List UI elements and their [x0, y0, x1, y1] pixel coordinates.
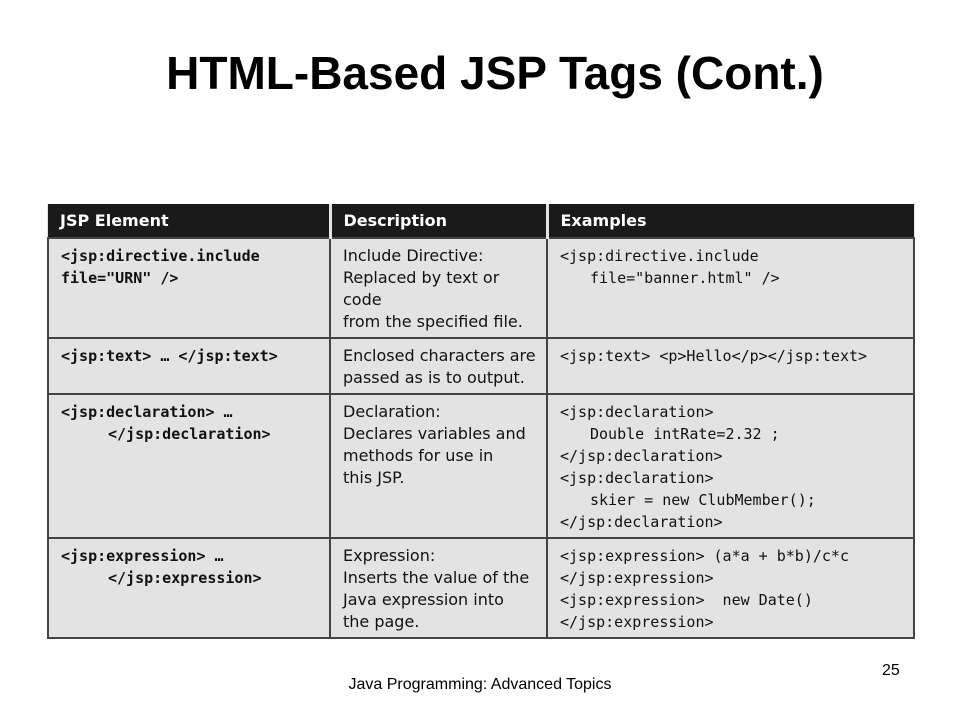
description-cell — [330, 338, 547, 394]
description-line: this JSP. — [343, 468, 405, 487]
table-row — [48, 538, 914, 638]
table-row — [48, 338, 914, 394]
example-line: </jsp:expression> — [560, 569, 714, 587]
slide-title: HTML-Based JSP Tags (Cont.) — [166, 47, 824, 99]
description-cell — [330, 394, 547, 538]
code-line: <jsp:declaration> … — [61, 403, 233, 421]
description-line: the page. — [343, 612, 420, 631]
description-line: Declares variables and — [343, 424, 526, 443]
example-cell — [547, 238, 914, 338]
code-line: </jsp:declaration> — [108, 425, 271, 443]
example-line: </jsp:expression> — [560, 613, 714, 631]
example-line: <jsp:text> <p>Hello</p></jsp:text> — [560, 347, 868, 365]
example-line: skier = new ClubMember(); — [590, 491, 816, 509]
code-line: file="URN" /> — [61, 269, 179, 287]
description-line: Replaced by text or code — [343, 268, 500, 309]
description-line: methods for use in — [343, 446, 494, 465]
example-line: <jsp:directive.include — [560, 247, 759, 265]
description-cell — [330, 538, 547, 638]
jsp-element-cell — [48, 238, 330, 338]
description-line: Include Directive: — [343, 246, 484, 265]
description-line: from the specified file. — [343, 312, 523, 331]
description-line: Declaration: — [343, 402, 441, 421]
example-line: <jsp:declaration> — [560, 469, 714, 487]
table-row — [48, 394, 914, 538]
page-number: 25 — [882, 662, 900, 679]
description-cell — [330, 238, 547, 338]
example-cell — [547, 338, 914, 394]
column-header-description: Description — [330, 204, 547, 238]
example-line: <jsp:expression> new Date() — [560, 591, 813, 609]
description-line: Expression: — [343, 546, 436, 565]
column-header-jsp-element: JSP Element — [48, 204, 330, 238]
code-line: <jsp:text> … </jsp:text> — [61, 347, 278, 365]
description-line: Inserts the value of the — [343, 568, 530, 587]
example-line: Double intRate=2.32 ; — [590, 425, 780, 443]
example-line: <jsp:declaration> — [560, 403, 714, 421]
jsp-element-cell — [48, 538, 330, 638]
jsp-tags-table — [47, 204, 915, 639]
jsp-element-cell — [48, 394, 330, 538]
example-cell — [547, 394, 914, 538]
column-header-examples: Examples — [547, 204, 914, 238]
example-line: </jsp:declaration> — [560, 447, 723, 465]
example-line: file="banner.html" /> — [590, 269, 780, 287]
description-line: passed as is to output. — [343, 368, 525, 387]
code-line: <jsp:expression> … — [61, 547, 224, 565]
description-line: Enclosed characters are — [343, 346, 536, 365]
table-header-row — [48, 204, 914, 238]
table-row — [48, 238, 914, 338]
example-cell — [547, 538, 914, 638]
example-line: <jsp:expression> (a*a + b*b)/c*c — [560, 547, 849, 565]
code-line: <jsp:directive.include — [61, 247, 260, 265]
description-line: Java expression into — [343, 590, 504, 609]
example-line: </jsp:declaration> — [560, 513, 723, 531]
jsp-element-cell — [48, 338, 330, 394]
footer-text: Java Programming: Advanced Topics — [348, 676, 612, 693]
code-line: </jsp:expression> — [108, 569, 262, 587]
